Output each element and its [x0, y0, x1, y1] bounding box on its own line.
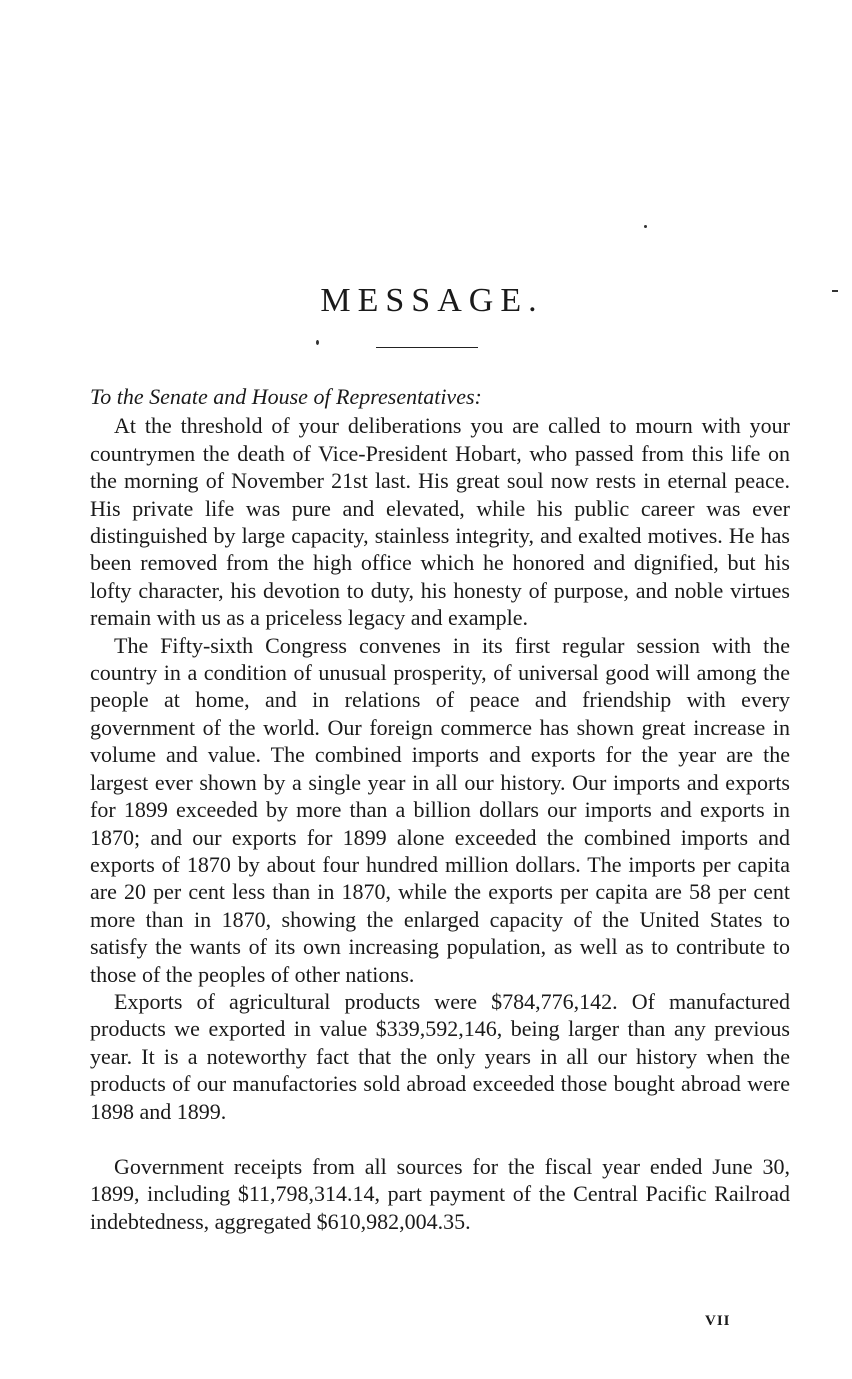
paragraph-receipts: Government receipts from all sources for the fiscal year ended June 30, 1899, including $11,798,314.14, part payment of the Central Pacific Railroad indebtedness, aggregated $610,982,004.35. — [90, 1153, 790, 1234]
message-body — [90, 383, 790, 1235]
page-number: VII — [705, 1313, 731, 1329]
title-rule — [376, 347, 478, 348]
ink-speck — [644, 225, 647, 228]
paragraph-hobart: At the threshold of your deliberations you are called to mourn with your countrymen the death of Vice-President Hobart, who passed from this life on the morning of November 21st last. His great soul now rests in eternal peace. His private life was pure and elevated, while his public career was ever distinguished by large capacity, stainless integrity, and exalted motives. He has been removed from the high office which he honored and dignified, but his lofty character, his devotion to duty, his honesty of purpose, and noble virtues remain with us as a priceless legacy and example. — [90, 413, 790, 631]
page-title: MESSAGE. — [320, 282, 544, 319]
ink-speck — [316, 340, 319, 345]
salutation: To the Senate and House of Representatives: — [90, 384, 482, 409]
paragraph-exports: Exports of agricultural products were $784,776,142. Of manufactured products we exported in value $339,592,146, being larger than any previous year. It is a noteworthy fact that the only years in all our history when the products of our manufactories sold abroad exceeded those bought abroad were 1898 and 1899. — [90, 988, 790, 1124]
paragraph-congress: The Fifty-sixth Congress convenes in its first regular session with the country in a condition of unusual prosperity, of universal good will among the people at home, and in relations of peace and friendship with every government of the world. Our foreign commerce has shown great increase in volume and value. The combined imports and exports for the year are the largest ever shown by a single year in all our history. Our imports and exports for 1899 exceeded by more than a billion dollars our imports and exports in 1870; and our exports for 1899 alone exceeded the combined imports and exports of 1870 by about four hundred million dollars. The imports per capita are 20 per cent less than in 1870, while the exports per capita are 58 per cent more than in 1870, showing the enlarged capacity of the United States to satisfy the wants of its own increasing population, as well as to contribute to those of the peoples of other nations. — [90, 632, 790, 987]
